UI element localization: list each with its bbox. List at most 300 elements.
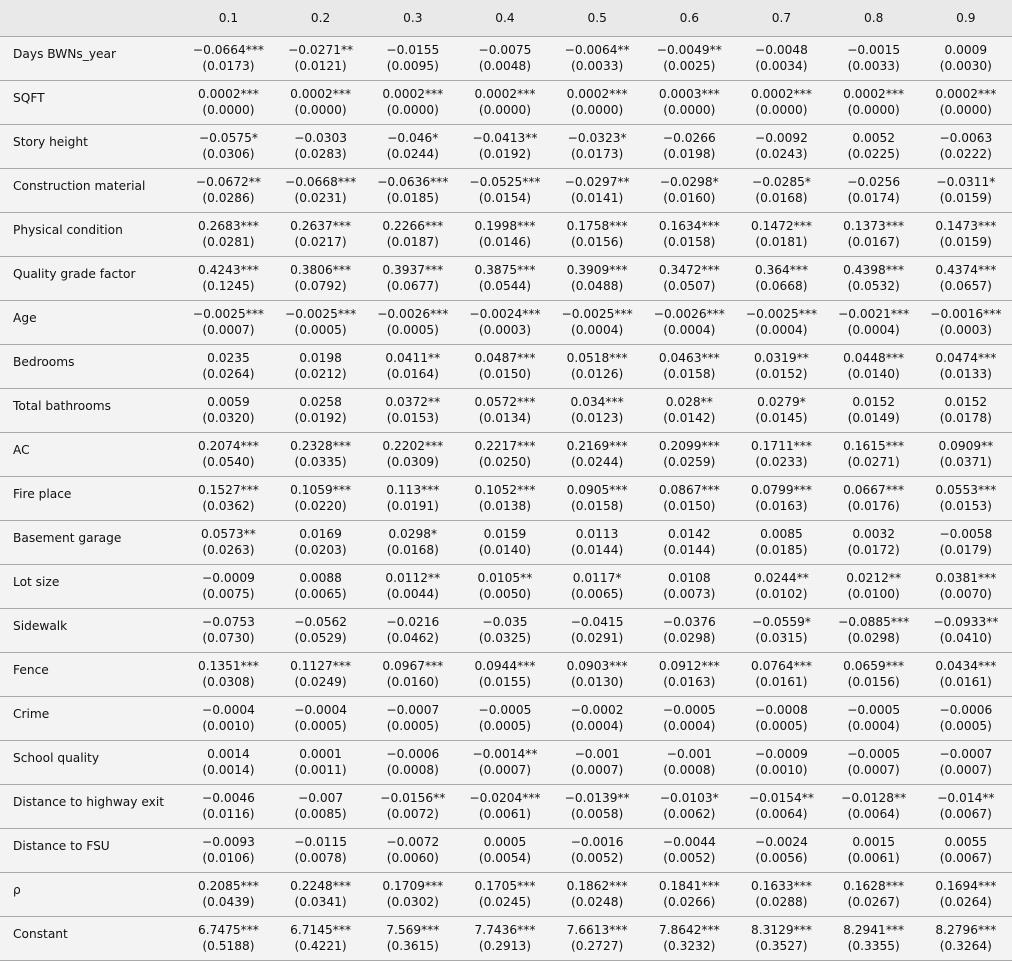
coefficient: −0.0002 [570, 703, 624, 717]
coefficient: 0.0169 [299, 527, 342, 541]
estimate-cell [275, 784, 367, 828]
standard-error: (0.0488) [571, 279, 624, 293]
estimate-cell [459, 564, 551, 608]
standard-error: (0.0657) [939, 279, 992, 293]
coefficient: −0.0046 [202, 791, 255, 805]
standard-error: (0.0005) [386, 323, 439, 337]
estimate-cell [459, 344, 551, 388]
estimate-cell [182, 124, 274, 168]
standard-error: (0.0668) [755, 279, 808, 293]
estimate-cell [828, 212, 920, 256]
estimate-cell [735, 300, 827, 344]
standard-error: (0.0033) [571, 59, 624, 73]
standard-error: (0.0244) [386, 147, 439, 161]
coefficient: −0.0753 [202, 615, 255, 629]
estimate-cell [643, 80, 735, 124]
coefficient: 0.0235 [207, 351, 250, 365]
standard-error: (0.0145) [755, 411, 808, 425]
coefficient: 0.0032 [852, 527, 895, 541]
coefficient: −0.0323* [567, 131, 627, 145]
standard-error: (0.0158) [571, 499, 624, 513]
estimate-cell [643, 256, 735, 300]
coefficient: −0.0025*** [285, 307, 357, 321]
standard-error: (0.0052) [663, 851, 716, 865]
estimate-cell [459, 916, 551, 960]
coefficient: 0.0055 [944, 835, 988, 849]
estimate-cell [275, 388, 367, 432]
coefficient: −0.0007 [386, 703, 440, 717]
estimate-cell [182, 476, 274, 520]
standard-error: (0.0243) [755, 147, 808, 161]
estimate-cell [920, 256, 1012, 300]
table-row [0, 432, 1012, 476]
estimate-cell [182, 828, 274, 872]
standard-error: (0.0362) [202, 499, 255, 513]
estimate-cell [828, 564, 920, 608]
table-row [0, 828, 1012, 872]
coefficient: 0.0279* [757, 395, 806, 409]
coefficient: 0.0015 [852, 835, 895, 849]
coefficient: −0.0004 [202, 703, 255, 717]
estimate-cell [828, 432, 920, 476]
estimate-cell [551, 476, 643, 520]
coefficient: 0.0003*** [658, 87, 720, 101]
standard-error: (0.0007) [202, 323, 255, 337]
standard-error: (0.0158) [663, 235, 716, 249]
standard-error: (0.5188) [202, 939, 255, 953]
estimate-cell [367, 344, 459, 388]
variable-label: Physical condition [13, 223, 123, 237]
standard-error: (0.0004) [571, 719, 624, 733]
standard-error: (0.0266) [663, 895, 716, 909]
estimate-cell [735, 608, 827, 652]
standard-error: (0.0010) [202, 719, 255, 733]
standard-error: (0.0144) [663, 543, 716, 557]
coefficient: 0.4398*** [843, 263, 905, 277]
coefficient: 0.0152 [852, 395, 895, 409]
coefficient: 0.0142 [667, 527, 711, 541]
coefficient: 0.0002*** [566, 87, 628, 101]
estimate-cell [735, 784, 827, 828]
standard-error: (0.0161) [755, 675, 808, 689]
standard-error: (0.0070) [939, 587, 992, 601]
estimate-cell [920, 696, 1012, 740]
estimate-cell [920, 80, 1012, 124]
estimate-cell [551, 696, 643, 740]
variable-label: Total bathrooms [13, 399, 111, 413]
standard-error: (0.3355) [847, 939, 900, 953]
standard-error: (0.0191) [386, 499, 439, 513]
standard-error: (0.0005) [755, 719, 808, 733]
estimate-cell [735, 828, 827, 872]
standard-error: (0.0095) [386, 59, 439, 73]
quantile-header: 0.1 [218, 10, 239, 25]
variable-label: Basement garage [13, 531, 122, 545]
standard-error: (0.0072) [386, 807, 439, 821]
estimate-cell [459, 80, 551, 124]
standard-error: (0.0033) [847, 59, 900, 73]
estimate-cell [367, 168, 459, 212]
standard-error: (0.0248) [571, 895, 624, 909]
estimate-cell [459, 740, 551, 784]
standard-error: (0.0003) [478, 323, 532, 337]
standard-error: (0.0173) [571, 147, 624, 161]
coefficient: 0.0258 [299, 395, 342, 409]
standard-error: (0.0146) [478, 235, 532, 249]
coefficient: 8.3129*** [751, 923, 812, 937]
coefficient: 0.1694*** [935, 879, 997, 893]
estimate-cell [367, 916, 459, 960]
estimate-cell [643, 872, 735, 916]
coefficient: −0.0072 [386, 835, 440, 849]
coefficient: 0.113*** [386, 483, 440, 497]
estimate-cell [551, 608, 643, 652]
standard-error: (0.0048) [478, 59, 532, 73]
estimate-cell [275, 344, 367, 388]
estimate-cell [182, 740, 274, 784]
coefficient: 0.2683*** [197, 219, 259, 233]
variable-label: AC [13, 443, 30, 457]
estimate-cell [643, 916, 735, 960]
standard-error: (0.0007) [939, 763, 992, 777]
standard-error: (0.0000) [294, 103, 347, 117]
coefficient: 0.0105** [477, 571, 533, 585]
coefficient: 0.034*** [570, 395, 624, 409]
standard-error: (0.0004) [755, 323, 808, 337]
standard-error: (0.0178) [939, 411, 992, 425]
estimate-cell [551, 388, 643, 432]
standard-error: (0.0025) [663, 59, 716, 73]
quantile-header: 0.6 [679, 10, 699, 25]
standard-error: (0.0062) [663, 807, 716, 821]
estimate-cell [735, 520, 827, 564]
estimate-cell [367, 784, 459, 828]
standard-error: (0.0000) [571, 103, 624, 117]
coefficient: 7.6613*** [566, 923, 628, 937]
coefficient: 0.0002*** [935, 87, 997, 101]
standard-error: (0.0302) [386, 895, 439, 909]
estimate-cell [735, 344, 827, 388]
estimate-cell [551, 740, 643, 784]
estimate-cell [551, 652, 643, 696]
coefficient: 0.1841*** [658, 879, 720, 893]
estimate-cell [182, 696, 274, 740]
coefficient: 6.7145*** [290, 923, 352, 937]
standard-error: (0.0540) [202, 455, 255, 469]
coefficient: 0.0434*** [935, 659, 997, 673]
variable-label: Distance to FSU [13, 839, 110, 853]
coefficient: 0.1862*** [566, 879, 628, 893]
standard-error: (0.0000) [386, 103, 439, 117]
estimate-cell [367, 256, 459, 300]
coefficient: 0.0059 [207, 395, 250, 409]
standard-error: (0.0168) [755, 191, 808, 205]
coefficient: −0.0271** [288, 43, 354, 57]
estimate-cell [735, 476, 827, 520]
coefficient: 0.1615*** [843, 439, 905, 453]
estimate-cell [275, 168, 367, 212]
standard-error: (0.0192) [294, 411, 347, 425]
standard-error: (0.0142) [663, 411, 716, 425]
standard-error: (0.0065) [294, 587, 347, 601]
estimate-cell [459, 784, 551, 828]
estimate-cell [643, 784, 735, 828]
standard-error: (0.0160) [386, 675, 439, 689]
coefficient: −0.014** [937, 791, 995, 805]
standard-error: (0.0179) [939, 543, 992, 557]
coefficient: −0.0155 [386, 43, 440, 57]
standard-error: (0.0245) [478, 895, 532, 909]
estimate-cell [920, 212, 1012, 256]
coefficient: 0.0372** [385, 395, 441, 409]
standard-error: (0.0034) [755, 59, 808, 73]
coefficient: −0.007 [298, 791, 344, 805]
table-row [0, 520, 1012, 564]
estimate-cell [275, 740, 367, 784]
standard-error: (0.0050) [478, 587, 532, 601]
coefficient: −0.0559* [752, 615, 811, 629]
estimate-cell [920, 828, 1012, 872]
estimate-cell [828, 168, 920, 212]
standard-error: (0.0144) [571, 543, 624, 557]
variable-label: ρ [13, 883, 21, 897]
table-row [0, 256, 1012, 300]
coefficient: −0.046* [387, 131, 439, 145]
estimate-cell [735, 168, 827, 212]
estimate-cell [643, 476, 735, 520]
coefficient: 0.1351*** [197, 659, 259, 673]
estimate-cell [643, 36, 735, 80]
coefficient: 0.1634*** [658, 219, 720, 233]
standard-error: (0.0011) [294, 763, 347, 777]
standard-error: (0.0056) [755, 851, 808, 865]
coefficient: 0.0905*** [566, 483, 628, 497]
coefficient: 0.0052 [852, 131, 895, 145]
standard-error: (0.0044) [386, 587, 439, 601]
coefficient: 0.2169*** [566, 439, 628, 453]
coefficient: 0.0799*** [751, 483, 812, 497]
coefficient: −0.0024*** [469, 307, 541, 321]
estimate-cell [182, 608, 274, 652]
estimate-cell [367, 696, 459, 740]
coefficient: −0.0005 [478, 703, 532, 717]
coefficient: −0.0008 [755, 703, 808, 717]
coefficient: 0.0573** [201, 527, 256, 541]
coefficient: 0.1059*** [290, 483, 352, 497]
variable-label: Sidewalk [13, 619, 68, 633]
estimate-cell [828, 344, 920, 388]
table-row [0, 740, 1012, 784]
coefficient: 0.0487*** [474, 351, 536, 365]
estimate-cell [367, 520, 459, 564]
coefficient: 0.0381*** [935, 571, 997, 585]
quantile-header: 0.2 [310, 10, 331, 25]
estimate-cell [828, 828, 920, 872]
estimate-cell [828, 476, 920, 520]
variable-label: Constant [13, 927, 68, 941]
coefficient: 0.1709*** [382, 879, 444, 893]
coefficient: 7.569*** [386, 923, 440, 937]
estimate-cell [920, 432, 1012, 476]
estimate-cell [459, 168, 551, 212]
standard-error: (0.0007) [478, 763, 532, 777]
standard-error: (0.0309) [386, 455, 439, 469]
standard-error: (0.0167) [847, 235, 900, 249]
coefficient: 8.2941*** [843, 923, 905, 937]
coefficient: 0.3806*** [290, 263, 352, 277]
estimate-cell [920, 300, 1012, 344]
variable-label: Fence [13, 663, 49, 677]
coefficient: 0.0009 [944, 43, 988, 57]
estimate-cell [920, 784, 1012, 828]
table-row [0, 564, 1012, 608]
standard-error: (0.0160) [663, 191, 716, 205]
standard-error: (0.0000) [478, 103, 532, 117]
estimate-cell [643, 212, 735, 256]
standard-error: (0.0308) [202, 675, 255, 689]
standard-error: (0.0335) [294, 455, 347, 469]
table-row [0, 652, 1012, 696]
estimate-cell [551, 212, 643, 256]
estimate-cell [551, 520, 643, 564]
coefficient: −0.0015 [847, 43, 901, 57]
standard-error: (0.0152) [755, 367, 808, 381]
standard-error: (0.0133) [939, 367, 992, 381]
standard-error: (0.0163) [663, 675, 716, 689]
standard-error: (0.0259) [663, 455, 716, 469]
estimate-cell [367, 828, 459, 872]
coefficient: −0.0415 [570, 615, 624, 629]
coefficient: −0.0303 [294, 131, 348, 145]
coefficient: 0.0944*** [474, 659, 536, 673]
coefficient: −0.001 [574, 747, 620, 761]
standard-error: (0.0121) [294, 59, 347, 73]
estimate-cell [367, 36, 459, 80]
coefficient: −0.0154** [748, 791, 814, 805]
coefficient: −0.0413** [472, 131, 538, 145]
standard-error: (0.0138) [478, 499, 532, 513]
standard-error: (0.0008) [663, 763, 716, 777]
standard-error: (0.0061) [847, 851, 900, 865]
standard-error: (0.0315) [755, 631, 808, 645]
variable-label: SQFT [13, 91, 45, 105]
standard-error: (0.0371) [939, 455, 992, 469]
standard-error: (0.0185) [386, 191, 439, 205]
standard-error: (0.0153) [939, 499, 992, 513]
coefficient: −0.0664*** [192, 43, 265, 57]
standard-error: (0.0158) [663, 367, 716, 381]
coefficient: 0.0113 [575, 527, 619, 541]
coefficient: 0.0319** [754, 351, 809, 365]
standard-error: (0.0286) [202, 191, 255, 205]
standard-error: (0.0176) [847, 499, 900, 513]
coefficient: 0.0005 [483, 835, 527, 849]
coefficient: −0.0006 [939, 703, 993, 717]
standard-error: (0.0156) [847, 675, 900, 689]
coefficient: 0.2266*** [382, 219, 444, 233]
coefficient: −0.0026*** [377, 307, 449, 321]
estimate-cell [182, 564, 274, 608]
coefficient: 6.7475*** [197, 923, 259, 937]
table-row [0, 300, 1012, 344]
coefficient: −0.0064** [564, 43, 630, 57]
variable-label: Construction material [13, 179, 146, 193]
coefficient: −0.0285* [752, 175, 811, 189]
estimate-cell [275, 608, 367, 652]
table-row [0, 168, 1012, 212]
coefficient: 0.0867*** [658, 483, 720, 497]
standard-error: (0.0529) [294, 631, 347, 645]
standard-error: (0.0231) [294, 191, 347, 205]
standard-error: (0.0267) [847, 895, 900, 909]
variable-label: Crime [13, 707, 50, 721]
coefficient: −0.0156** [380, 791, 446, 805]
quantile-header: 0.3 [403, 10, 423, 25]
standard-error: (0.0000) [847, 103, 900, 117]
standard-error: (0.0225) [847, 147, 900, 161]
coefficient: −0.0007 [939, 747, 993, 761]
coefficient: −0.001 [666, 747, 712, 761]
quantile-header: 0.7 [771, 10, 792, 25]
coefficient: −0.0005 [662, 703, 716, 717]
variable-label: Age [13, 311, 37, 325]
estimate-cell [920, 740, 1012, 784]
standard-error: (0.0130) [571, 675, 624, 689]
table-body [0, 36, 1012, 960]
standard-error: (0.0064) [847, 807, 900, 821]
coefficient: −0.0025*** [192, 307, 265, 321]
variable-label: Bedrooms [13, 355, 75, 369]
standard-error: (0.0507) [663, 279, 716, 293]
standard-error: (0.0320) [202, 411, 255, 425]
estimate-cell [275, 916, 367, 960]
standard-error: (0.1245) [202, 279, 255, 293]
coefficient: −0.0297** [564, 175, 630, 189]
standard-error: (0.0004) [663, 719, 716, 733]
standard-error: (0.0192) [478, 147, 532, 161]
variable-label: Fire place [13, 487, 72, 501]
coefficient: −0.0562 [294, 615, 348, 629]
standard-error: (0.0173) [202, 59, 255, 73]
table-row [0, 608, 1012, 652]
estimate-cell [459, 872, 551, 916]
standard-error: (0.0060) [386, 851, 439, 865]
standard-error: (0.0078) [294, 851, 347, 865]
estimate-cell [367, 300, 459, 344]
standard-error: (0.0677) [386, 279, 439, 293]
coefficient: −0.0128** [841, 791, 907, 805]
coefficient: 0.1711*** [751, 439, 812, 453]
coefficient: 0.0912*** [658, 659, 720, 673]
estimate-cell [182, 80, 274, 124]
coefficient: 0.4243*** [197, 263, 259, 277]
standard-error: (0.0264) [939, 895, 992, 909]
coefficient: 0.0572*** [474, 395, 536, 409]
standard-error: (0.0154) [478, 191, 532, 205]
coefficient: 7.8642*** [658, 923, 720, 937]
standard-error: (0.0159) [939, 235, 992, 249]
table-row [0, 696, 1012, 740]
standard-error: (0.0187) [386, 235, 439, 249]
coefficient: 0.0152 [944, 395, 988, 409]
standard-error: (0.0250) [478, 455, 532, 469]
coefficient: −0.0216 [386, 615, 440, 629]
coefficient: 0.0967*** [382, 659, 444, 673]
estimate-cell [275, 696, 367, 740]
estimate-cell [643, 168, 735, 212]
estimate-cell [459, 212, 551, 256]
standard-error: (0.0222) [939, 147, 992, 161]
